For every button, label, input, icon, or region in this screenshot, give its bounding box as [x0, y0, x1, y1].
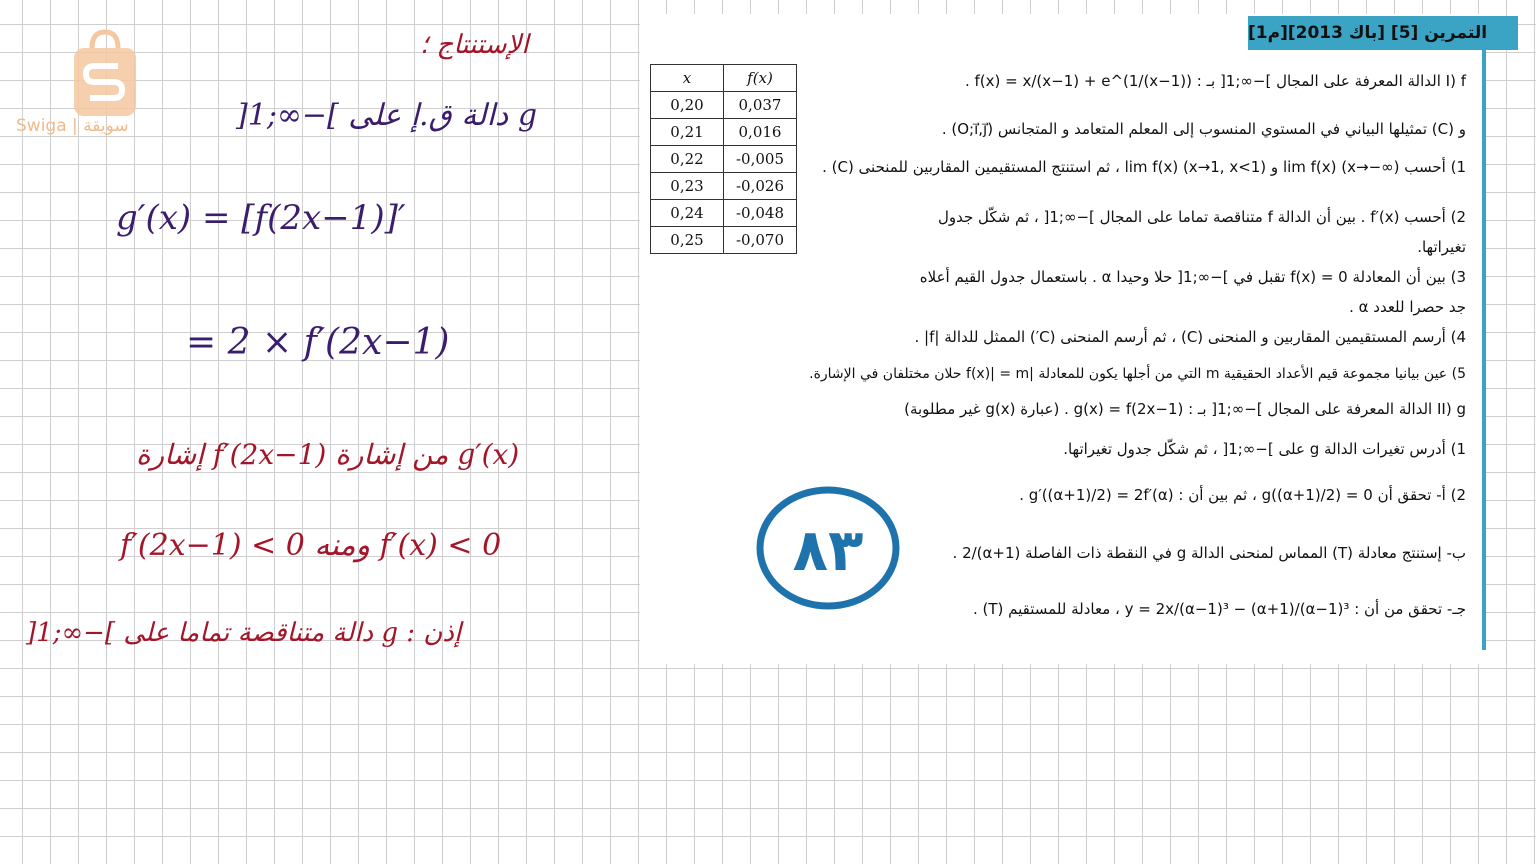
values-table	[650, 64, 797, 254]
table-row	[651, 146, 797, 173]
exercise-line-1: I) f الدالة المعرفة على المجال ]−∞;1[ بـ : f(x) = x/(x−1) + e^(1/(x−1)) .	[964, 72, 1466, 90]
exercise-line-12: 2) أ- تحقق أن g((α+1)/2) = 0 ، ثم بين أن : g′((α+1)/2) = 2f′(α) .	[1019, 486, 1466, 504]
exercise-line-2: و (C) تمثيلها البياني في المستوي المنسوب إلى المعلم المتعامد و المتجانس (O;i⃗,j⃗) .	[941, 120, 1466, 138]
exercise-line-8: 4) أرسم المستقيمين المقاربين و المنحنى (C) ، ثم أرسم المنحنى (C′) الممثل للدالة |f| .	[914, 328, 1466, 346]
table-cell: 0,016	[724, 119, 797, 146]
exercise-title: التمرين [5] [باك 2013][م1]	[1248, 16, 1518, 50]
handwritten-line-2: = 2 × f′(2x−1)	[186, 322, 450, 363]
exercise-line-3: 1) أحسب lim f(x) (x→−∞) و lim f(x) (x→1, x<1) ، ثم استنتج المستقيمين المقاربين للمنحنى (C) .	[822, 158, 1466, 176]
handwritten-line-5: إذن : g دالة متناقصة تماما على ]−∞;1[	[26, 618, 462, 648]
table-cell: 0,23	[651, 173, 724, 200]
table-row	[651, 92, 797, 119]
page-number-stamp-icon	[752, 484, 902, 614]
table-cell: -0,070	[724, 227, 797, 254]
exercise-line-14: جـ- تحقق من أن : y = 2x/(α−1)³ − (α+1)/(α−1)³ ، معادلة للمستقيم (T) .	[972, 600, 1466, 618]
handwritten-line-4: f′(2x−1) < 0 ومنه f′(x) < 0	[120, 528, 502, 563]
handwritten-line-1: g′(x) = [f(2x−1)]′	[116, 198, 406, 238]
exercise-side-rule	[1482, 50, 1486, 650]
stamp-text: ٨٣	[792, 516, 864, 584]
table-row	[651, 200, 797, 227]
handwritten-line-0: g دالة ق.إ على ]−∞;1[	[236, 98, 538, 133]
table-row	[651, 227, 797, 254]
values-table-header-x: x	[651, 65, 724, 92]
values-table-header	[651, 65, 797, 92]
exercise-line-4: 2) أحسب f′(x) . بين أن الدالة f متناقصة تماما على المجال ]−∞;1[ ، ثم شكّل جدول	[937, 208, 1466, 226]
exercise-line-6: 3) بين أن المعادلة f(x) = 0 تقبل في ]−∞;1[ حلا وحيدا α . باستعمال جدول القيم أعلاه	[919, 268, 1466, 286]
handwritten-line-3: g′(x) من إشارة f′(2x−1) إشارة	[136, 438, 520, 471]
exercise-line-9: 5) عين بيانيا مجموعة قيم الأعداد الحقيقية m التي من أجلها يكون للمعادلة |f(x)| = m حلان مختلفان في الإشارة.	[809, 366, 1466, 382]
table-cell: -0,048	[724, 200, 797, 227]
table-cell: 0,21	[651, 119, 724, 146]
table-cell: 0,20	[651, 92, 724, 119]
table-cell: 0,037	[724, 92, 797, 119]
table-cell: 0,25	[651, 227, 724, 254]
table-row	[651, 119, 797, 146]
values-table-header-fx: f(x)	[724, 65, 797, 92]
table-cell: -0,005	[724, 146, 797, 173]
exercise-line-5: تغيراتها.	[1417, 238, 1466, 256]
exercise-line-11: 1) أدرس تغيرات الدالة g على ]−∞;1[ ، ثم شكّل جدول تغيراتها.	[1063, 440, 1466, 458]
handwritten-title: الإستنتاج ؛	[420, 30, 529, 60]
logo-text: Swiga | سويقة	[16, 116, 129, 136]
table-row	[651, 173, 797, 200]
exercise-line-7: جد حصرا للعدد α .	[1349, 298, 1466, 316]
table-cell: 0,22	[651, 146, 724, 173]
table-cell: -0,026	[724, 173, 797, 200]
exercise-line-13: ب- إستنتج معادلة (T) المماس لمنحنى الدالة g في النقطة ذات الفاصلة (α+1)/2 .	[952, 544, 1466, 562]
exercise-line-10: II) g الدالة المعرفة على المجال ]−∞;1[ بـ : g(x) = f(2x−1) . (عبارة g(x) غير مطلوبة)	[904, 400, 1466, 418]
table-cell: 0,24	[651, 200, 724, 227]
